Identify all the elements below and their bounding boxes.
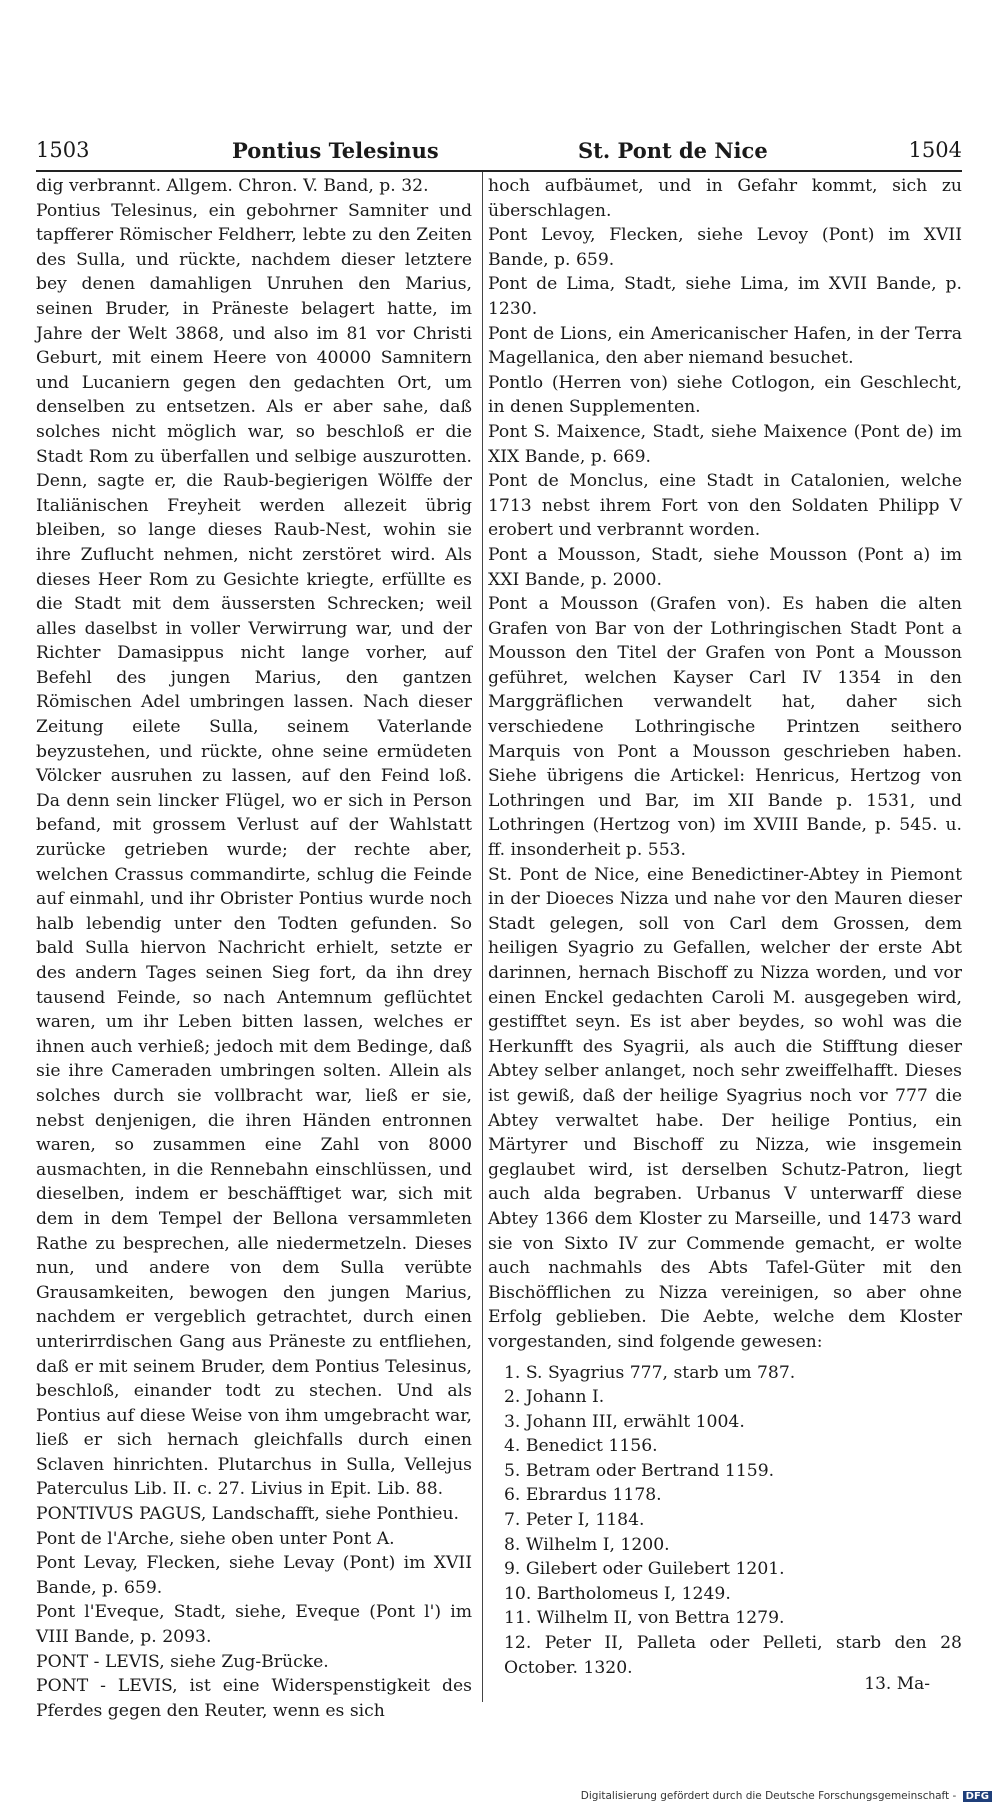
- list-item: 2. Johann I.: [504, 1387, 605, 1408]
- list-item: 8. Wilhelm I, 1200.: [504, 1534, 670, 1555]
- paragraph: PONT - LEVIS, siehe Zug-Brücke.: [36, 1651, 329, 1672]
- paragraph: Pont l'Eveque, Stadt, siehe, Eveque (Pont l') im VIII Bande, p. 2093.: [36, 1602, 472, 1648]
- paragraph: Pont S. Maixence, Stadt, siehe Maixence (Pont de) im XIX Bande, p. 669.: [488, 421, 962, 467]
- paragraph: Pontius Telesinus, ein gebohrner Samniter und tapfferer Römischer Feldherr, lebte zu den Zeiten des Sulla, und rückte, nachdem dieser letztere bey denen damahligen Unruhen den Marius, seinen Bruder, in Präneste belagert hatte, im Jahre der Welt 3868, und also im 81 vor Christi Geburt, mit einem Heere von 40000 Samnitern und Lucaniern gegen den gedachten Ort, um denselben zu entsetzen. Als er aber sahe, daß solches nicht möglich war, so beschloß er die Stadt Rom zu überfallen und selbige auszurotten. Denn, sagte er, die Raub-begierigen Wölffe der Italiänischen Freyheit werden allezeit übrig bleiben, so lange dieses Raub-Nest, wohin sie ihre Zuflucht nehmen, nicht zerstöret wird. Als dieses Heer Rom zu Gesichte kriegte, erfüllte es die Stadt mit dem äussersten Schrecken; weil alles daselbst in voller Verwirrung war, und der Richter Damasippus nicht lange vorher, auf Befehl des jungen Marius, den gantzen Römischen Adel umbringen lassen. Nach dieser Zeitung eilete Sulla, seinem Vaterlande beyzustehen, und rückte, ohne seine ermüdeten Völcker ausruhen zu lassen, auf den Feind loß. Da denn sein lincker Flügel, wo er sich in Person befand, mit grossem Verlust auf der Wahlstatt zurücke getrieben wurde; der rechte aber, welchen Crassus commandirte, schlug die Feinde auf einmahl, und ihr Obrister Pontius wurde noch halb lebendig unter den Todten gefunden. So bald Sulla hiervon Nachricht erhielt, setzte er des andern Tages seinen Sieg fort, da ihn drey tausend Feinde, so nach Antemnum geflüchtet waren, um ihr Leben bitten lassen, welches er ihnen auch verhieß; jedoch mit dem Bedinge, daß sie ihre Cameraden umbringen solten. Allein als solches durch sie vollbracht war, ließ er sie, nebst denjenigen, die ihren Händen entronnen waren, so zusammen eine Zahl von 8000 ausmachten, in die Rennebahn einschlüssen, und dieselben, indem er beschäfftiget war, sich mit dem in dem Tempel der Bellona versammleten Rathe zu besprechen, alle niedermetzeln. Dieses nun, und andere von dem Sulla verübte Grausamkeiten, bewogen den jungen Marius, nachdem er vergeblich getrachtet, durch einen unterirrdischen Gang aus Präneste zu entfliehen, daß er mit seinem Bruder, dem Pontius Telesinus, beschloß, einander todt zu stechen. Und als Pontius auf diese Weise von ihm umgebracht war, ließ er sich hernach gleichfalls durch einen Sclaven hinrichten. Plutarchus in Sulla, Vellejus Paterculus Lib. II. c. 27. Livius in Epit. Lib. 88.: [36, 200, 472, 1500]
- right-column: [488, 174, 962, 1680]
- dfg-logo: DFG: [963, 1791, 992, 1802]
- list-item: 1. S. Syagrius 777, starb um 787.: [504, 1362, 796, 1383]
- running-title-right: St. Pont de Nice: [578, 138, 768, 163]
- digitization-footer: [581, 1790, 992, 1802]
- paragraph: hoch aufbäumet, und in Gefahr kommt, sich zu überschlagen.: [488, 176, 962, 221]
- paragraph: Pont de l'Arche, siehe oben unter Pont A.: [36, 1528, 395, 1549]
- list-item: 9. Gilebert oder Guilebert 1201.: [504, 1559, 785, 1580]
- paragraph: dig verbrannt. Allgem. Chron. V. Band, p. 32.: [36, 176, 429, 196]
- list-item: 7. Peter I, 1184.: [504, 1510, 645, 1531]
- page-number-left: 1503: [36, 138, 90, 162]
- paragraph: Pont de Lions, ein Americanischer Hafen, in der Terra Magellanica, den aber niemand besuchet.: [488, 323, 962, 369]
- list-item: 4. Benedict 1156.: [504, 1436, 658, 1457]
- list-item: 5. Betram oder Bertrand 1159.: [504, 1460, 775, 1481]
- column-divider: [482, 172, 483, 1702]
- list-item: 3. Johann III, erwählt 1004.: [504, 1411, 745, 1432]
- paragraph: Pont Levoy, Flecken, siehe Levoy (Pont) im XVII Bande, p. 659.: [488, 225, 962, 270]
- paragraph: Pont a Mousson, Stadt, siehe Mousson (Pont a) im XXI Bande, p. 2000.: [488, 544, 962, 590]
- paragraph: Pont de Monclus, eine Stadt in Catalonien, welche 1713 nebst ihrem Fort von den Soldaten Philipp V erobert und verbrannt worden.: [488, 471, 962, 541]
- footer-credit: Digitalisierung gefördert durch die Deutsche Forschungsgemeinschaft -: [580, 1790, 957, 1802]
- running-title-left: Pontius Telesinus: [232, 138, 439, 163]
- header-rule: [36, 170, 962, 172]
- list-item: 6. Ebrardus 1178.: [504, 1485, 662, 1506]
- left-column: [36, 174, 472, 1723]
- paragraph: Pont a Mousson (Grafen von). Es haben die alten Grafen von Bar von der Lothringischen Stadt Pont a Mousson den Titel der Grafen von Pont a Mousson geführet, welchen Kayser Carl IV 1354 in den Marggräflichen verwandelt hat, daher sich verschiedene Lothringische Printzen seithero Marquis von Pont a Mousson geschrieben haben. Siehe übrigens die Artickel: Henricus, Hertzog von Lothringen und Bar, im XII Bande p. 1531, und Lothringen (Hertzog von) im XVIII Bande, p. 545. u. ff. insonderheit p. 553.: [488, 594, 962, 861]
- list-item: 12. Peter II, Palleta oder Pelleti, starb den 28 October. 1320.: [504, 1633, 962, 1678]
- abbot-list: [504, 1361, 962, 1681]
- list-item: 11. Wilhelm II, von Bettra 1279.: [504, 1608, 785, 1629]
- paragraph: Pontlo (Herren von) siehe Cotlogon, ein Geschlecht, in denen Supplementen.: [488, 372, 962, 418]
- paragraph: PONT - LEVIS, ist eine Widerspenstigkeit des Pferdes gegen den Reuter, wenn es sich: [36, 1676, 472, 1721]
- paragraph: St. Pont de Nice, eine Benedictiner-Abtey in Piemont in der Dioeces Nizza und nahe vor den Mauren dieser Stadt gelegen, soll von Carl dem Grossen, dem heiligen Syagrio zu Gefallen, welcher der erste Abt darinnen, hernach Bischoff zu Nizza worden, und vor einen Enckel gedachten Caroli M. ausgegeben wird, gestifftet seyn. Es ist aber beydes, so wohl was die Herkunfft des Syagrii, als auch die Stifftung dieser Abtey selber anlanget, noch sehr zweiffelhafft. Dieses ist gewiß, daß der heilige Syagrius noch vor 777 die Abtey verwaltet habe. Der heilige Pontius, ein Märtyrer und Bischoff zu Nizza, wie insgemein geglaubet wird, ist derselben Schutz-Patron, liegt auch alda begraben. Urbanus V unterwarff diese Abtey 1366 dem Kloster zu Marseille, und 1473 ward sie von Sixto IV zur Commende gemacht, er wolte auch nachmahls des Abts Tafel-Güter mit den Bischöfflichen zu Nizza vereinigen, so aber ohne Erfolg geblieben. Die Aebte, welche dem Kloster vorgestanden, sind folgende gewesen:: [488, 864, 962, 1352]
- paragraph: PONTIVUS PAGUS, Landschafft, siehe Ponthieu.: [36, 1504, 459, 1525]
- catchword: 13. Ma-: [864, 1674, 930, 1694]
- list-item: 10. Bartholomeus I, 1249.: [504, 1583, 731, 1604]
- page-header: [36, 138, 962, 172]
- page-number-right: 1504: [908, 138, 962, 162]
- paragraph: Pont de Lima, Stadt, siehe Lima, im XVII Bande, p. 1230.: [488, 274, 962, 319]
- paragraph: Pont Levay, Flecken, siehe Levay (Pont) im XVII Bande, p. 659.: [36, 1553, 472, 1598]
